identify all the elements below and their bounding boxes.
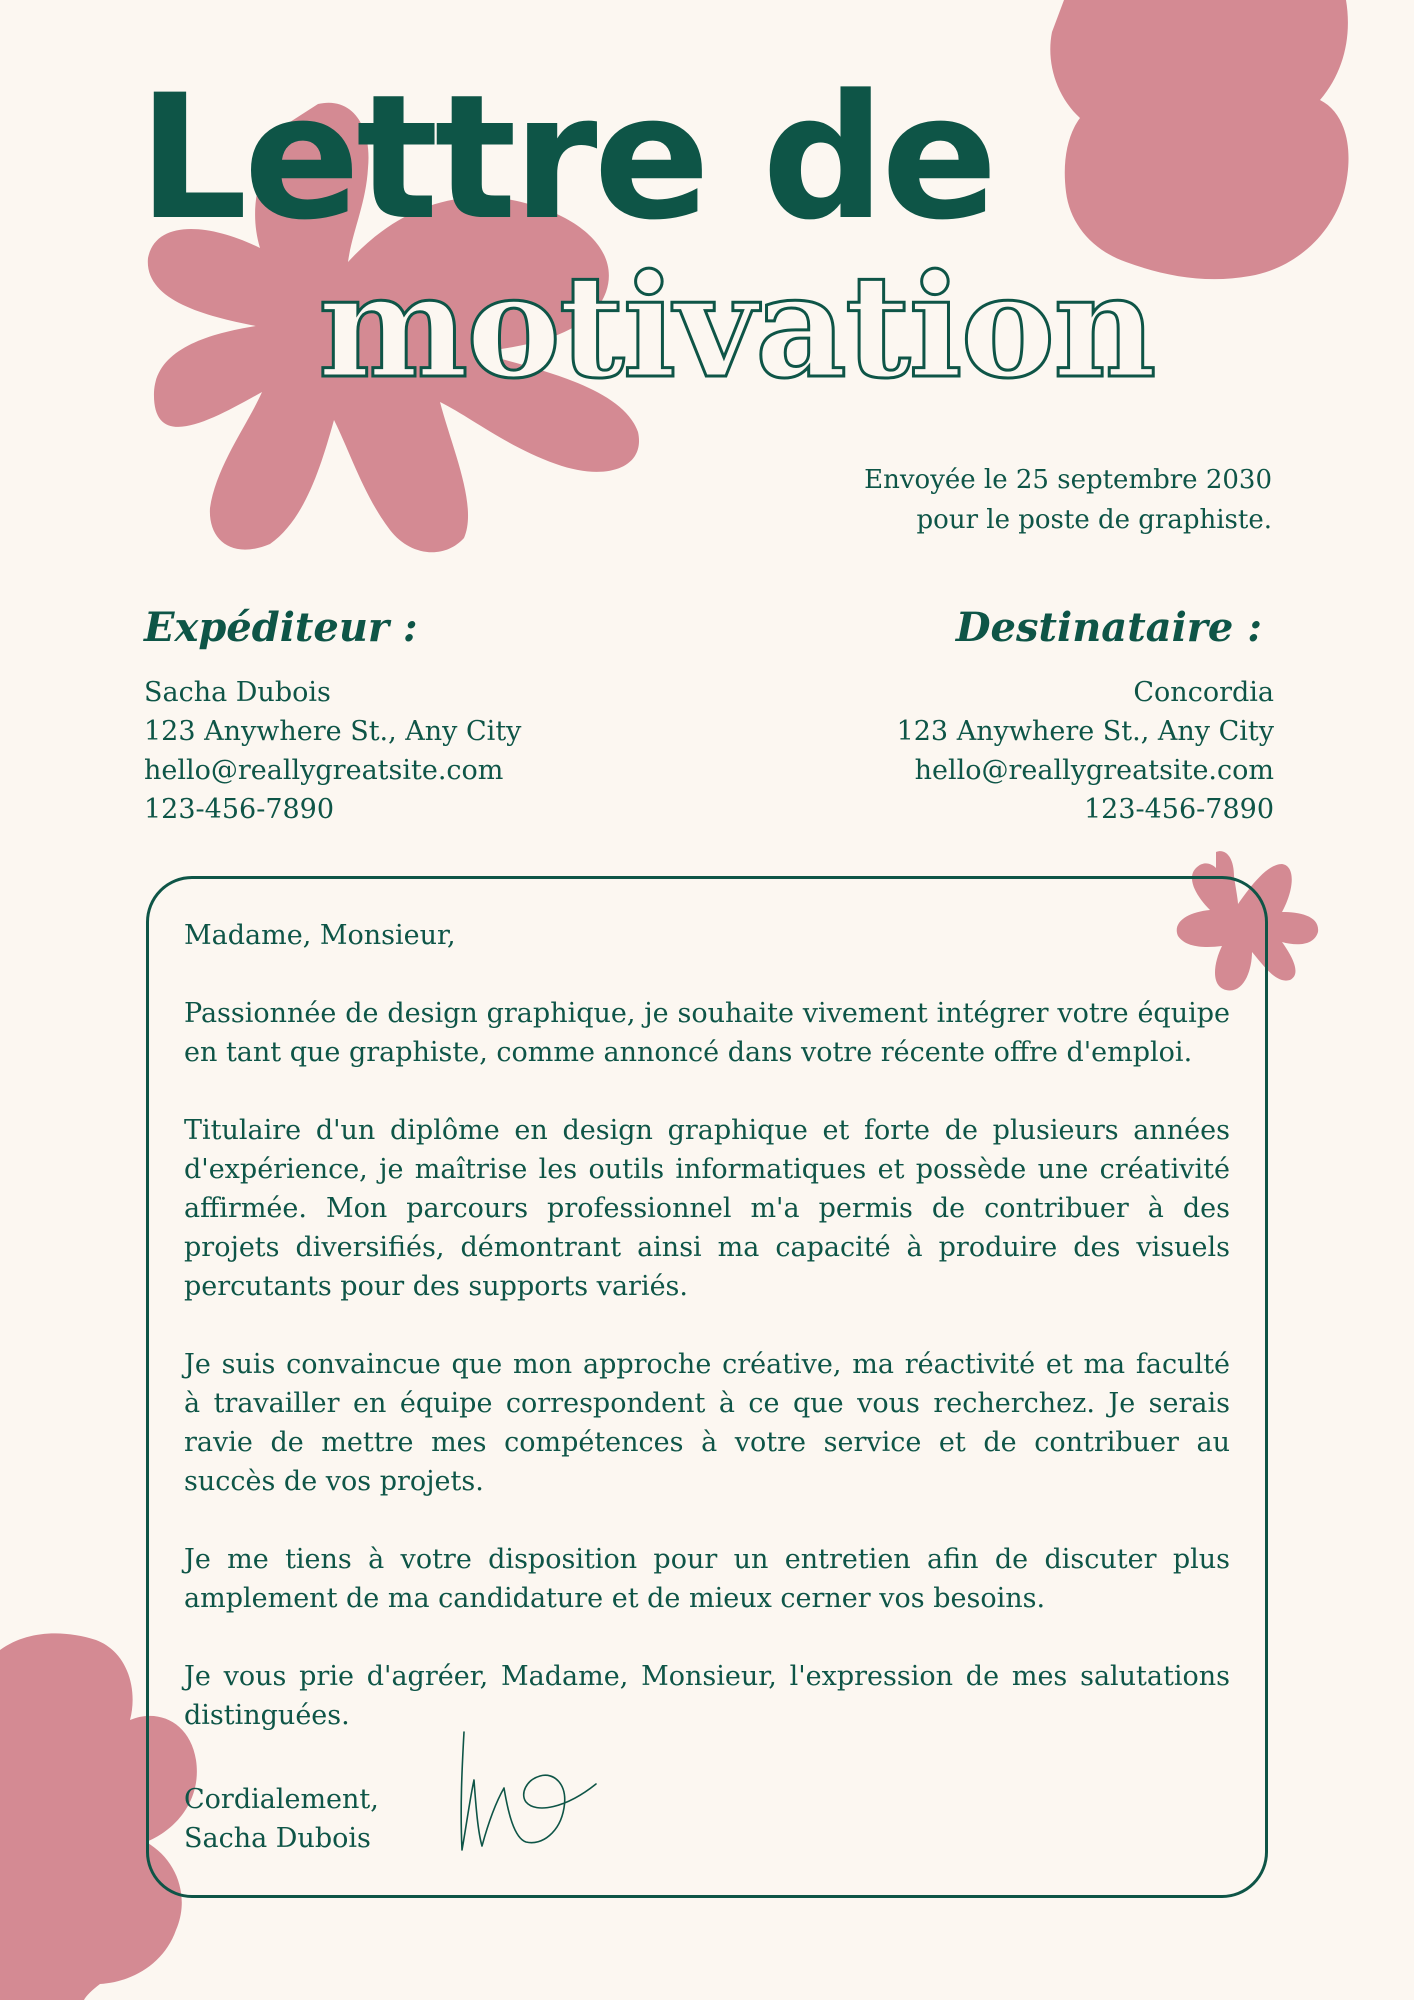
- title-line-2: motivation: [318, 244, 1155, 410]
- title-line-1: Lettre de: [138, 57, 994, 258]
- letter-greeting: Madame, Monsieur,: [184, 920, 456, 951]
- sender-name: Sacha Dubois: [144, 677, 331, 708]
- letter-signature-name: Sacha Dubois: [184, 1823, 371, 1854]
- recipient-address: 123 Anywhere St., Any City: [896, 716, 1274, 747]
- sent-info: [864, 460, 1272, 540]
- flower-top-right-icon: [1050, 0, 1348, 279]
- sender-heading: Expéditeur :: [144, 604, 418, 651]
- sent-date: Envoyée le 25 septembre 2030: [864, 465, 1272, 495]
- letter-paragraph: Je vous prie d'agréer, Madame, Monsieur, l'expression de mes salutations distinguées.: [184, 1661, 1230, 1731]
- sender-address: 123 Anywhere St., Any City: [144, 716, 522, 747]
- letter-body: [184, 916, 1230, 1774]
- letter-signoff: [184, 1780, 379, 1858]
- letter-closing: Cordialement,: [184, 1784, 379, 1815]
- recipient-block: [897, 673, 1274, 829]
- letter-paragraph: Je me tiens à votre disposition pour un entretien afin de discuter plus amplement de ma candidature et de mieux cerner vos besoins.: [184, 1544, 1230, 1614]
- sent-position: pour le poste de graphiste.: [916, 505, 1272, 535]
- signature-icon: [456, 1728, 606, 1858]
- recipient-heading: Destinataire :: [955, 604, 1262, 651]
- sender-block: [144, 673, 521, 829]
- recipient-email: hello@reallygreatsite.com: [914, 755, 1274, 786]
- recipient-name: Concordia: [1133, 677, 1274, 708]
- letter-paragraph: Je suis convaincue que mon approche créative, ma réactivité et ma faculté à travailler en équipe correspondent à ce que vous recherchez. Je serais ravie de mettre mes compétences à votre service et de contribuer au succès de vos projets.: [184, 1349, 1230, 1497]
- recipient-phone: 123-456-7890: [1083, 794, 1274, 825]
- letter-paragraph: Titulaire d'un diplôme en design graphique et forte de plusieurs années d'expérience, je maîtrise les outils informatiques et possède une créativité affirmée. Mon parcours professionnel m'a permis de contribuer à des projets diversifiés, démontrant ainsi ma capacité à produire des visuels percutants pour des supports variés.: [184, 1115, 1230, 1302]
- letter-paragraph: Passionnée de design graphique, je souhaite vivement intégrer votre équipe en tant que graphiste, comme annoncé dans votre récente offre d'emploi.: [184, 998, 1230, 1068]
- sender-phone: 123-456-7890: [144, 794, 335, 825]
- sender-email: hello@reallygreatsite.com: [144, 755, 504, 786]
